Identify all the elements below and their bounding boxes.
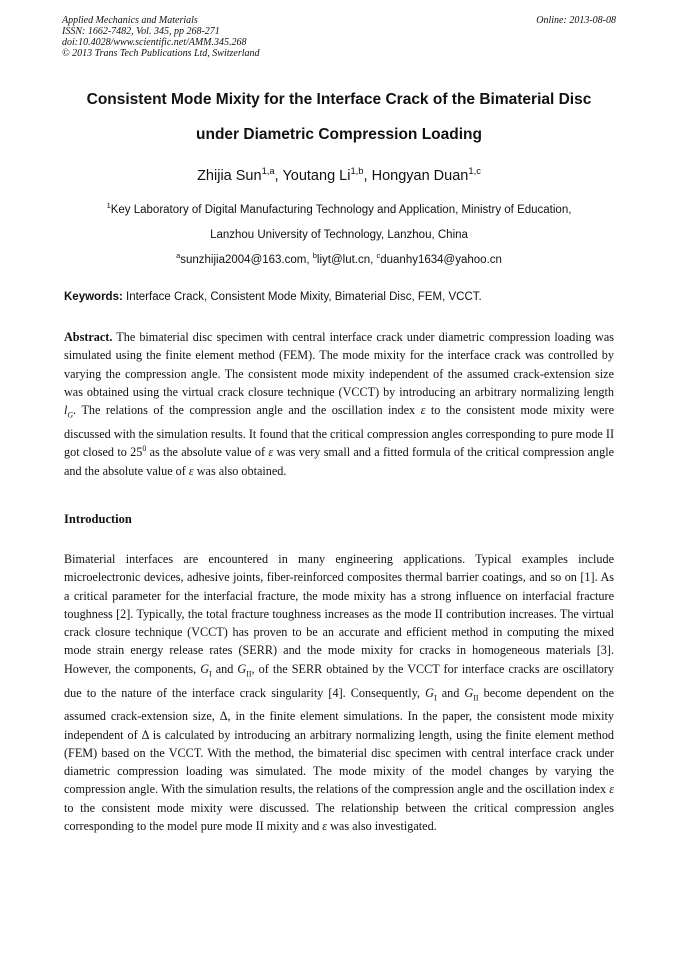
email-b[interactable]: liyt@lut.cn [316, 254, 371, 266]
paper-title-line-1: Consistent Mode Mixity for the Interface Crack of the Bimaterial Disc [86, 91, 592, 108]
email-b-sup: b [312, 251, 317, 261]
introduction-paragraph [64, 550, 614, 835]
affiliation-line-1 [40, 201, 638, 216]
abstract-text-5: was very small and a fitted formula of the critical compression angle and the absolute value of [64, 445, 615, 478]
symbol-delta-2: Δ [141, 727, 149, 742]
author-3-sup: 1,c [468, 165, 481, 177]
abstract-paragraph [64, 328, 614, 480]
abstract-text-4: as the absolute value of [149, 445, 266, 460]
intro-text-2: , of the SERR obtained by the VCCT for interface cracks are oscillatory due to the nature of the interface crack singularity [4]. Consequently, [64, 661, 615, 700]
symbol-l-sub: G [67, 410, 74, 420]
journal-header [62, 15, 616, 59]
symbol-epsilon-1: ε [420, 403, 426, 418]
paper-title-line-2: under Diametric Compression Loading [196, 126, 482, 143]
email-c[interactable]: duanhy1634@yahoo.cn [380, 254, 502, 266]
intro-text-4: , in the finite element simulations. In the paper, the consistent mode mixity independent of [64, 709, 614, 742]
online-date: Online: 2013-08-08 [536, 15, 616, 26]
keywords-label: Keywords: [64, 291, 123, 303]
author-2: Youtang Li [282, 168, 351, 184]
symbol-epsilon-4: ε [609, 782, 615, 797]
abstract-text-1: The bimaterial disc specimen with central interface crack under diametric compression loading was simulated using the finite element method (FEM). The mode mixity for the interface crack was controlled by varying the compression angle. The consistent mode mixity independent of the assumed crack-extension size was obtained using the virtual crack closure technique (VCCT) by introducing an arbitrary normalizing length [64, 330, 615, 399]
symbol-g2-sub: II [246, 669, 252, 679]
affiliation-line-2: Lanzhou University of Technology, Lanzhou, China [210, 229, 468, 241]
symbol-epsilon-3: ε [188, 463, 194, 478]
email-c-sup: c [376, 251, 381, 261]
copyright-line: © 2013 Trans Tech Publications Ltd, Switzerland [62, 48, 260, 59]
intro-text-5: is calculated by introducing an arbitrary normalizing length, using the finite element method (FEM) based on the VCCT. With the method, the bimaterial disc specimen with central interface crack under diametric compression loading was simulated. The mode mixity of the model changes by varying the compression angle. With the simulation results, the relations of the compression angle and the oscillation index [64, 727, 615, 797]
journal-name: Applied Mechanics and Materials [62, 15, 198, 26]
intro-text-1: Bimaterial interfaces are encountered in many engineering applications. Typical examples include microelectronic devices, adhesive joints, fiber-reinforced composites thermal barrier coatings, and so on [1]. As a critical parameter for the interfacial fracture, the mode mixity has a strong influence on interfacial fracture toughness [2]. Typically, the total fracture toughness increases as the mode II contribution increases. The virtual crack closure technique (VCCT) has proven to be an accurate and efficient method in computing the mixed mode strain energy release rates (SERR) and the mode mixity for cracks in homogeneous materials [3]. However, the components, [64, 552, 614, 676]
symbol-g2-b: G [464, 685, 474, 700]
author-2-sup: 1,b [350, 165, 364, 177]
abstract-text-6: was also obtained. [196, 463, 287, 478]
keywords [64, 291, 616, 303]
author-1-sup: 1,a [261, 165, 275, 177]
affiliation-text-1: Key Laboratory of Digital Manufacturing Technology and Application, Ministry of Education, [110, 204, 572, 216]
issn-line: ISSN: 1662-7482, Vol. 345, pp 268-271 [62, 26, 220, 37]
doi-line: doi:10.4028/www.scientific.net/AMM.345.268 [62, 37, 247, 48]
section-heading-introduction: Introduction [64, 512, 132, 526]
keywords-text: Interface Crack, Consistent Mode Mixity, Bimaterial Disc, FEM, VCCT. [126, 291, 482, 303]
email-a-sup: a [176, 251, 181, 261]
abstract-text-3: to the consistent mode mixity were discussed with the simulation results. It found that the critical compression angles corresponding to pure mode II got closed to [64, 403, 615, 460]
symbol-epsilon-2: ε [268, 445, 274, 460]
symbol-g2: G [237, 661, 247, 676]
author-3: Hongyan Duan [371, 168, 469, 184]
symbol-delta-1: Δ [219, 709, 228, 724]
symbol-g2-b-sub: II [473, 692, 479, 702]
intro-text-6: to the consistent mode mixity were discussed. The relationship between the critical compression angles corresponding to the model pure mode II mixity and [64, 800, 614, 834]
author-1: Zhijia Sun [197, 168, 262, 184]
symbol-g1-b-sub: I [433, 692, 437, 702]
author-list: Zhijia Sun$^{1,a}$, Youtang Li$^{1,b}$, Hongyan Duan$^{1,c}$ [197, 165, 481, 184]
angle-value: 25 [130, 445, 143, 460]
abstract-label: Abstract. [64, 330, 113, 344]
intro-text-7: was also investigated. [330, 819, 437, 834]
symbol-g1-sub: I [209, 669, 212, 679]
intro-and-1: and [215, 661, 234, 676]
symbol-epsilon-5: ε [322, 819, 328, 834]
angle-degree-sup: 0 [142, 444, 147, 454]
email-a[interactable]: sunzhijia2004@163.com [180, 254, 307, 266]
abstract-text-2: . The relations of the compression angle and the oscillation index [73, 403, 416, 418]
intro-text-3: become dependent on the assumed crack-extension size, [64, 685, 614, 724]
symbol-g1: G [200, 661, 210, 676]
symbol-g1-b: G [425, 685, 434, 700]
affiliation-sup: 1 [106, 201, 111, 211]
symbol-l: l [64, 403, 68, 418]
email-line: $^a$sunzhijia2004@163.com, $^b$liyt@lut.cn, $^c$duanhy1634@yahoo.cn [176, 251, 502, 266]
intro-and-2: and [441, 685, 460, 700]
